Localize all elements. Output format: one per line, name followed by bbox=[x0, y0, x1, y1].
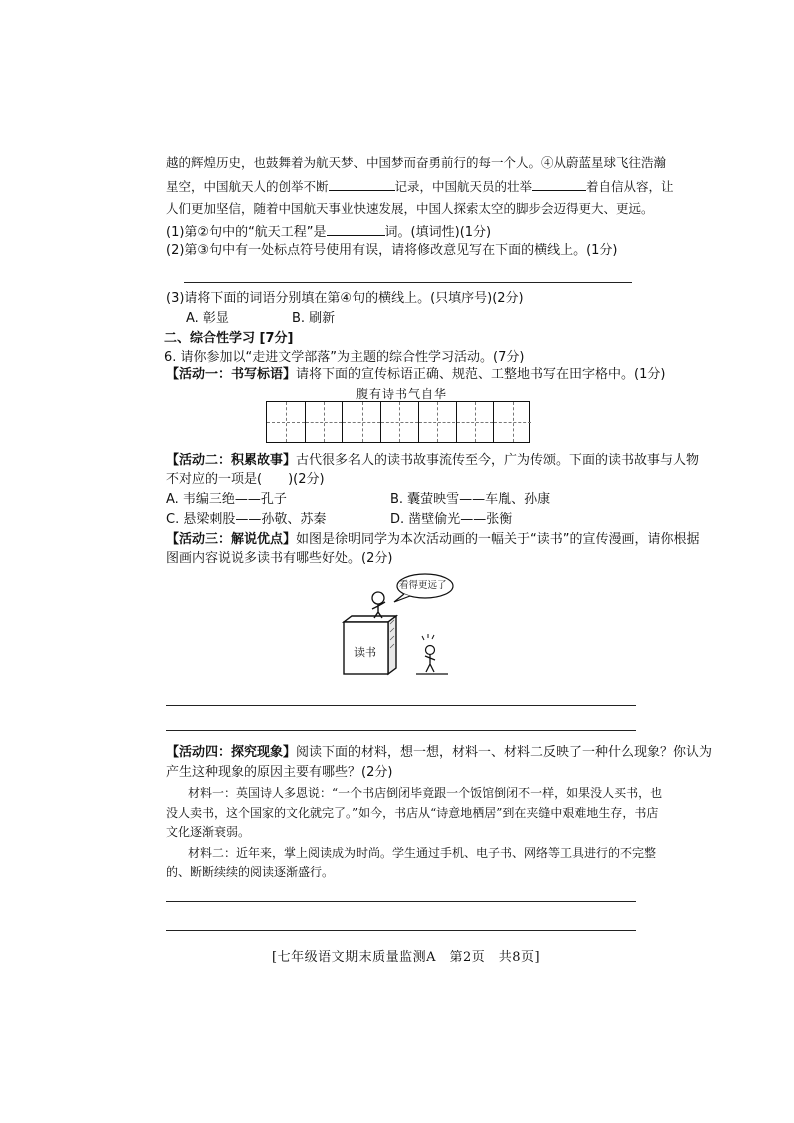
activity-2-label: 【活动二：积累故事】 bbox=[166, 453, 297, 468]
short-person-head bbox=[426, 646, 435, 655]
activity-4-text: 阅读下面的材料，想一想，材料一、材料二反映了一种什么现象？你认为 bbox=[296, 745, 713, 760]
activity-1-text: 请将下面的宣传标语正确、规范、工整地书写在田字格中。(1分) bbox=[296, 367, 666, 382]
tall-person-head bbox=[372, 592, 384, 604]
activity-1-label: 【活动一：书写标语】 bbox=[166, 367, 297, 382]
answer-line-activity-3a[interactable] bbox=[166, 705, 636, 706]
activity-2-text-2: 不对应的一项是( )(2分) bbox=[166, 472, 325, 487]
passage-line-3: 人们更加坚信，随着中国航天事业快速发展，中国人探索太空的脚步会迈得更大、更远。 bbox=[166, 201, 654, 216]
confused-marks bbox=[422, 634, 434, 640]
blank-4b[interactable] bbox=[532, 177, 586, 191]
activity-4 bbox=[166, 744, 712, 762]
passage-line-2-b: 记录， bbox=[394, 179, 433, 194]
question-1-prefix: (1)第②句中的“航天工程”是 bbox=[166, 225, 327, 240]
question-2: (2)第③句中有一处标点符号使用有误，请将修改意见写在下面的横线上。(1分) bbox=[166, 243, 618, 258]
activity-3-text: 如图是徐明同学为本次活动画的一幅关于“读书”的宣传漫画，请你根据 bbox=[296, 532, 700, 547]
answer-blank-q1[interactable] bbox=[327, 222, 385, 236]
slogan-text: 腹有诗书气自华 bbox=[356, 387, 448, 401]
grid-cell[interactable] bbox=[456, 402, 494, 442]
activity-4-text-2: 产生这种现象的原因主要有哪些？(2分) bbox=[166, 765, 393, 780]
passage-line-2 bbox=[166, 177, 674, 196]
question-1-suffix: 词。(填词性)(1分) bbox=[384, 225, 492, 240]
answer-line-activity-4b[interactable] bbox=[166, 930, 636, 931]
answer-line-activity-4a[interactable] bbox=[166, 901, 636, 902]
option-a: A. 彰显 bbox=[186, 311, 229, 326]
question-3: (3)请将下面的词语分别填在第④句的横线上。(只填序号)(2分) bbox=[166, 291, 524, 306]
reading-comic bbox=[320, 572, 470, 678]
activity-1 bbox=[166, 366, 665, 384]
activity-2-option-d: D. 凿壁偷光——张衡 bbox=[390, 512, 513, 527]
activity-3-text-2: 图画内容说说多读书有哪些好处。(2分) bbox=[166, 551, 393, 566]
material-1-line-1: 材料一：英国诗人多恩说：“一个书店倒闭毕竟跟一个饭馆倒闭不一样，如果没人买书，也 bbox=[188, 786, 663, 800]
book-label: 读书 bbox=[354, 646, 376, 659]
activity-3 bbox=[166, 531, 700, 549]
material-1-line-3: 文化逐渐衰弱。 bbox=[166, 825, 251, 839]
question-6: 6. 请你参加以“走进文学部落”为主题的综合性学习活动。(7分) bbox=[164, 350, 525, 365]
tianzige-grid[interactable] bbox=[266, 401, 530, 443]
grid-cell[interactable] bbox=[493, 402, 531, 442]
book-spine bbox=[388, 616, 396, 674]
page-footer: [七年级语文期末质量监测A 第2页 共8页] bbox=[272, 950, 541, 965]
grid-cell[interactable] bbox=[418, 402, 456, 442]
section-2-title: 二、综合性学习 [7分] bbox=[164, 331, 294, 346]
grid-cell[interactable] bbox=[342, 402, 380, 442]
speech-text: 看得更远了 bbox=[399, 580, 447, 591]
blank-4a[interactable] bbox=[329, 177, 395, 191]
grid-cell[interactable] bbox=[380, 402, 418, 442]
passage-line-2-d: 着自信从容，让 bbox=[586, 179, 674, 194]
question-1 bbox=[166, 222, 491, 242]
option-b: B. 刷新 bbox=[292, 311, 336, 326]
passage-line-2-a: 星空，中国航天人的创举不断 bbox=[166, 179, 329, 194]
material-2-line-2: 的、断断续续的阅读逐渐盛行。 bbox=[166, 865, 335, 879]
answer-line-activity-3b[interactable] bbox=[166, 730, 636, 731]
speech-bubble-tail bbox=[394, 594, 410, 602]
activity-2-option-a: A. 韦编三绝——孔子 bbox=[166, 492, 287, 507]
grid-cell[interactable] bbox=[305, 402, 343, 442]
passage-line-2-c: 中国航天员的壮举 bbox=[432, 179, 533, 194]
activity-3-label: 【活动三：解说优点】 bbox=[166, 532, 297, 547]
material-1-line-2: 没人卖书，这个国家的文化就完了。”如今，书店从“诗意地栖居”到在夹缝中艰难地生存，书店 bbox=[166, 806, 659, 820]
activity-2-text: 古代很多名人的读书故事流传至今，广为传颂。下面的读书故事与人物 bbox=[296, 453, 700, 468]
grid-cell[interactable] bbox=[267, 402, 305, 442]
activity-2 bbox=[166, 452, 699, 470]
material-2-line-1: 材料二：近年来，掌上阅读成为时尚。学生通过手机、电子书、网络等工具进行的不完整 bbox=[188, 846, 657, 860]
answer-line-q2[interactable] bbox=[184, 282, 632, 283]
short-person-body bbox=[425, 655, 435, 672]
activity-4-label: 【活动四：探究现象】 bbox=[166, 745, 297, 760]
activity-2-option-b: B. 囊萤映雪——车胤、孙康 bbox=[390, 492, 551, 507]
activity-2-option-c: C. 悬梁刺股——孙敬、苏秦 bbox=[166, 512, 327, 527]
passage-line-1: 越的辉煌历史，也鼓舞着为航天梦、中国梦而奋勇前行的每一个人。④从蔚蓝星球飞往浩瀚 bbox=[166, 155, 667, 170]
